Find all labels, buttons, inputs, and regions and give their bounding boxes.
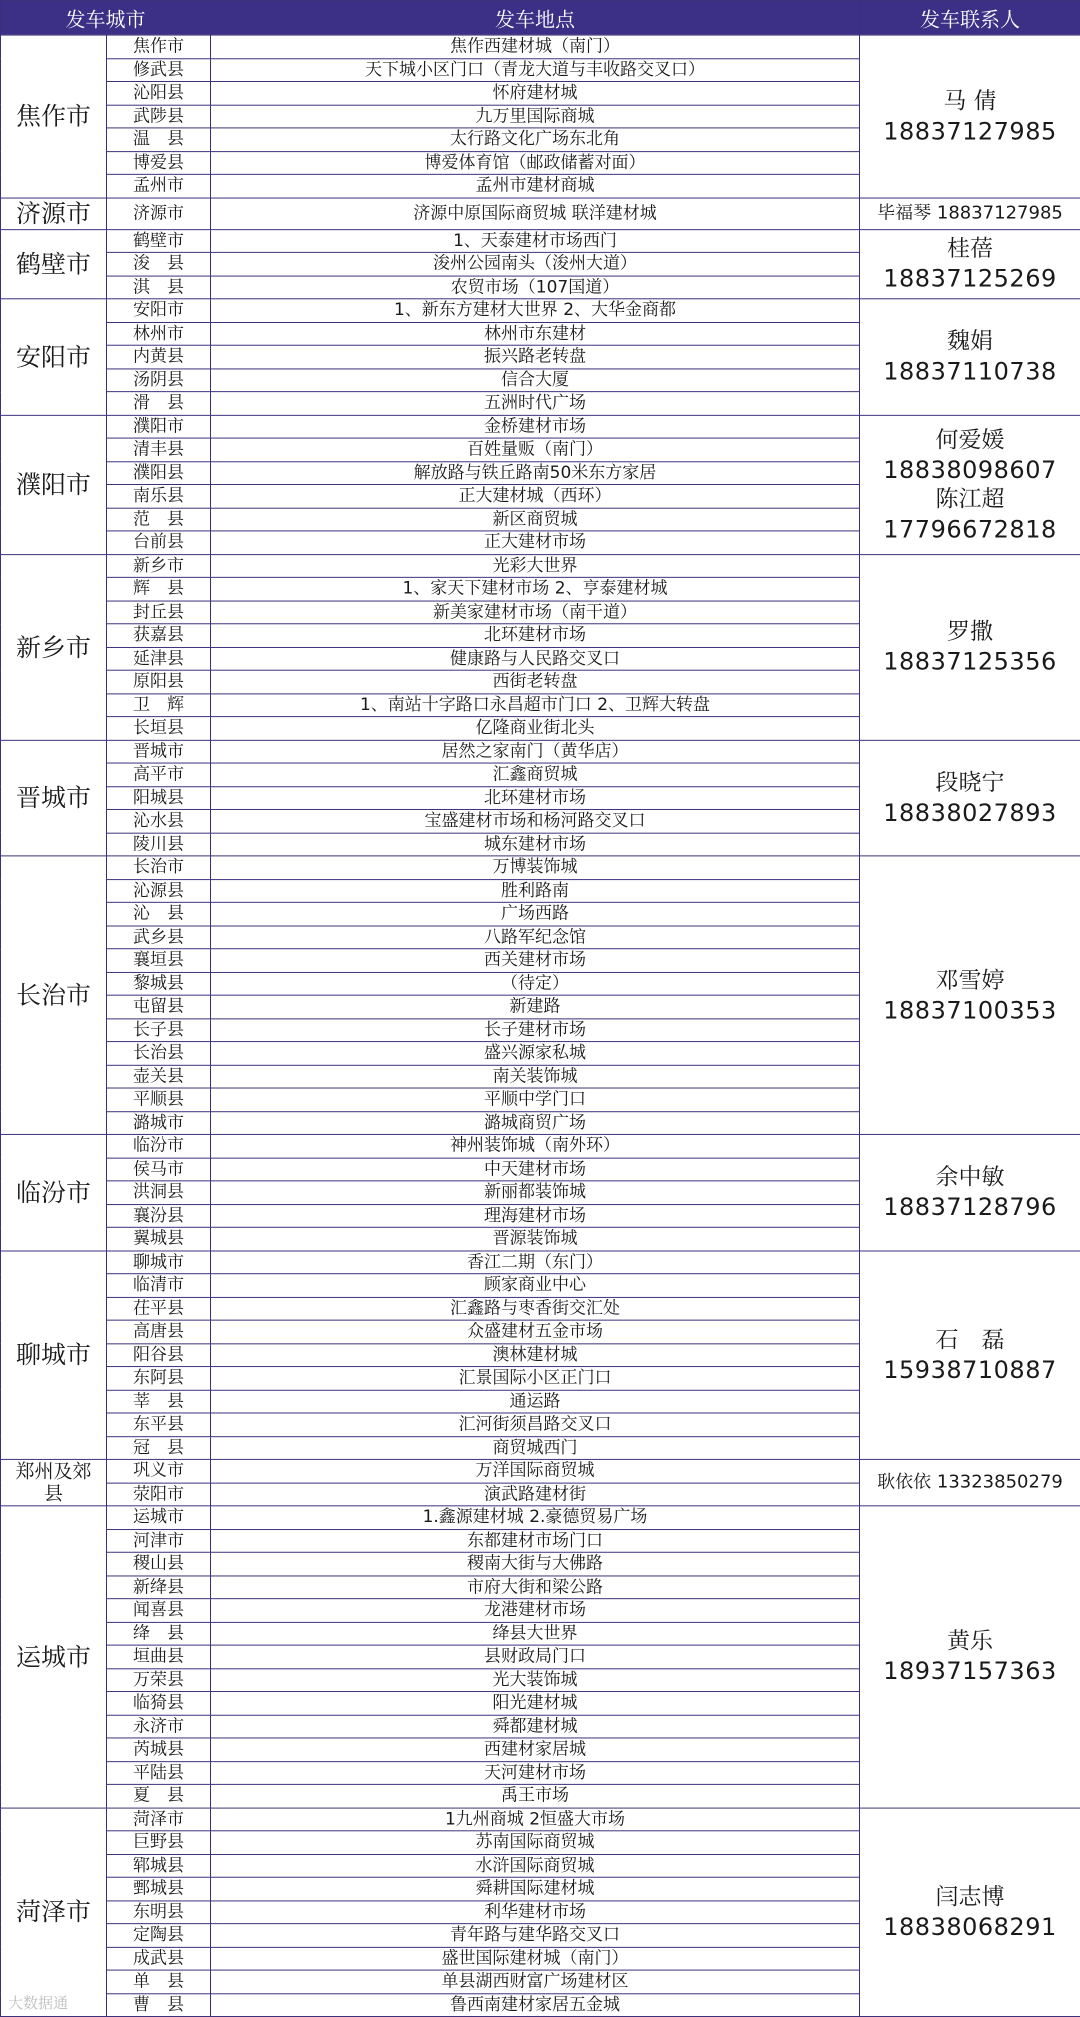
table-row (1, 1251, 1080, 1274)
departure-town: 曹 县 (107, 1993, 211, 2016)
departure-location: 演武路建材街 (211, 1483, 860, 1506)
contact-phone: 18838068291 (883, 1913, 1057, 1941)
departure-town: 莘 县 (107, 1390, 211, 1413)
departure-town: 阳城县 (107, 786, 211, 809)
departure-town: 巨野县 (107, 1831, 211, 1854)
departure-location: 潞城商贸广场 (211, 1111, 860, 1134)
departure-town: 菏泽市 (107, 1808, 211, 1831)
departure-town: 黎城县 (107, 972, 211, 995)
departure-town: 博爱县 (107, 151, 211, 174)
departure-town: 濮阳市 (107, 415, 211, 438)
departure-town: 滑 县 (107, 392, 211, 415)
departure-town: 茌平县 (107, 1297, 211, 1320)
departure-location: 利华建材市场 (211, 1900, 860, 1923)
table-row (1, 35, 1080, 58)
departure-town: 稷山县 (107, 1552, 211, 1575)
departure-town: 万荣县 (107, 1668, 211, 1691)
departure-location: 1、天泰建材市场西门 (211, 229, 860, 252)
contact-phone: 18838098607 (883, 455, 1057, 484)
contact-name: 毕福琴 (877, 202, 932, 224)
departure-location: 天下城小区门口（青龙大道与丰收路交叉口） (211, 58, 860, 81)
departure-location: 香江二期（东门） (211, 1251, 860, 1274)
departure-location: 理海建材市场 (211, 1204, 860, 1227)
departure-location: 青年路与建华路交叉口 (211, 1924, 860, 1947)
departure-contact (860, 740, 1080, 856)
departure-town: 东明县 (107, 1900, 211, 1923)
departure-location: 宝盛建材市场和杨河路交叉口 (211, 809, 860, 832)
table-row (1, 198, 1080, 230)
departure-location: 万洋国际商贸城 (211, 1459, 860, 1482)
departure-location: 新建路 (211, 995, 860, 1018)
departure-town: 获嘉县 (107, 624, 211, 647)
departure-location: 济源中原国际商贸城 联洋建材城 (211, 198, 860, 230)
departure-location: 舜都建材城 (211, 1715, 860, 1738)
departure-location: 平顺中学门口 (211, 1088, 860, 1111)
departure-town: 鄄城县 (107, 1877, 211, 1900)
departure-location: 光大装饰城 (211, 1668, 860, 1691)
watermark-logo: 大数据通 (8, 1994, 69, 2012)
departure-city: 聊城市 (1, 1251, 107, 1460)
departure-town: 阳谷县 (107, 1343, 211, 1366)
departure-location: 太行路文化广场东北角 (211, 128, 860, 151)
departure-town: 温 县 (107, 128, 211, 151)
departure-location: 水浒国际商贸城 (211, 1854, 860, 1877)
departure-location: 舜耕国际建材城 (211, 1877, 860, 1900)
departure-location: 八路军纪念馆 (211, 926, 860, 949)
departure-location: 西关建材市场 (211, 949, 860, 972)
departure-town: 郓城县 (107, 1854, 211, 1877)
departure-town: 清丰县 (107, 438, 211, 461)
departure-contact (860, 415, 1080, 554)
departure-location: 振兴路老转盘 (211, 345, 860, 368)
departure-location: 商贸城西门 (211, 1436, 860, 1459)
contact-phone: 18837100353 (883, 996, 1057, 1024)
departure-location: 稷南大街与大佛路 (211, 1552, 860, 1575)
departure-location: 1、家天下建材市场 2、亨泰建材城 (211, 577, 860, 600)
departure-location: 盛兴源家私城 (211, 1042, 860, 1065)
contact-name: 石 磊 (935, 1327, 1005, 1353)
departure-city: 晋城市 (1, 740, 107, 856)
departure-town: 闻喜县 (107, 1599, 211, 1622)
departure-location: 1.鑫源建材城 2.豪德贸易广场 (211, 1506, 860, 1529)
departure-contact (860, 1459, 1080, 1505)
contact-phone: 18837127985 (936, 202, 1063, 224)
departure-town: 孟州市 (107, 174, 211, 197)
departure-contact (860, 856, 1080, 1135)
table-row (1, 554, 1080, 577)
departure-town: 潞城市 (107, 1111, 211, 1134)
contact-phone: 13323850279 (936, 1471, 1063, 1493)
departure-city: 安阳市 (1, 299, 107, 415)
departure-city: 新乡市 (1, 554, 107, 740)
header-location: 发车地点 (211, 0, 860, 35)
departure-contact (860, 229, 1080, 299)
departure-town: 沁源县 (107, 879, 211, 902)
departure-town: 武乡县 (107, 926, 211, 949)
departure-location: 绛县大世界 (211, 1622, 860, 1645)
departure-town: 范 县 (107, 508, 211, 531)
departure-city: 鹤壁市 (1, 229, 107, 299)
departure-location: 澳林建材城 (211, 1343, 860, 1366)
departure-town: 平陆县 (107, 1761, 211, 1784)
table-row (1, 1506, 1080, 1529)
departure-town: 襄汾县 (107, 1204, 211, 1227)
departure-location: 单县湖西财富广场建材区 (211, 1970, 860, 1993)
departure-town: 东平县 (107, 1413, 211, 1436)
contact-name: 余中敏 (935, 1164, 1005, 1191)
departure-location: 1、南站十字路口永昌超市门口 2、卫辉大转盘 (211, 693, 860, 716)
departure-location: 万博装饰城 (211, 856, 860, 879)
departure-location: 浚州公园南头（浚州大道） (211, 252, 860, 275)
departure-location: 焦作西建材城（南门） (211, 35, 860, 58)
departure-location: 九万里国际商城 (211, 105, 860, 128)
departure-town: 辉 县 (107, 577, 211, 600)
departure-town: 修武县 (107, 58, 211, 81)
departure-city: 长治市 (1, 856, 107, 1135)
departure-location: 农贸市场（107国道） (211, 276, 860, 299)
departure-town: 长治县 (107, 1042, 211, 1065)
departure-town: 淇 县 (107, 276, 211, 299)
departure-town: 封丘县 (107, 601, 211, 624)
contact-name: 邓雪婷 (935, 967, 1005, 994)
header-contact: 发车联系人 (860, 0, 1080, 35)
departure-location: 五洲时代广场 (211, 392, 860, 415)
departure-town: 沁水县 (107, 809, 211, 832)
contact-name: 马 倩 (943, 88, 997, 115)
departure-town: 濮阳县 (107, 461, 211, 484)
departure-location: 北环建材市场 (211, 786, 860, 809)
departure-location: 正大建材城（西环） (211, 484, 860, 507)
departure-town: 巩义市 (107, 1459, 211, 1482)
departure-location: 解放路与铁丘路南50米东方家居 (211, 461, 860, 484)
departure-location: （待定） (211, 972, 860, 995)
table-body (1, 35, 1080, 2016)
departure-contact (860, 1251, 1080, 1460)
contact-name: 黄乐 (947, 1629, 993, 1655)
departure-location: 广场西路 (211, 902, 860, 925)
departure-town: 内黄县 (107, 345, 211, 368)
departure-location: 金桥建材市场 (211, 415, 860, 438)
departure-town: 定陶县 (107, 1924, 211, 1947)
contact-phone: 18837125356 (883, 647, 1057, 676)
departure-location: 龙港建材市场 (211, 1599, 860, 1622)
departure-town: 武陟县 (107, 105, 211, 128)
departure-town: 浚 县 (107, 252, 211, 275)
departure-location: 神州装饰城（南外环） (211, 1134, 860, 1157)
departure-location: 顾家商业中心 (211, 1274, 860, 1297)
departure-town: 长子县 (107, 1018, 211, 1041)
departure-town: 新绛县 (107, 1575, 211, 1598)
departure-city: 焦作市 (1, 35, 107, 197)
table-row (1, 299, 1080, 322)
departure-town: 长治市 (107, 856, 211, 879)
departure-town: 洪洞县 (107, 1181, 211, 1204)
contact-phone: 15938710887 (883, 1355, 1057, 1384)
contact-name: 罗撒 (947, 619, 993, 646)
departure-location: 健康路与人民路交叉口 (211, 647, 860, 670)
contact-phone: 18837127985 (883, 117, 1057, 145)
departure-location: 胜利路南 (211, 879, 860, 902)
departure-city: 郑州及郊县 (1, 1459, 107, 1505)
departure-location: 亿隆商业街北头 (211, 717, 860, 740)
departure-town: 垣曲县 (107, 1645, 211, 1668)
departure-location: 长子建材市场 (211, 1018, 860, 1041)
contact-name: 耿依依 (877, 1471, 932, 1493)
departure-location: 南关装饰城 (211, 1065, 860, 1088)
departure-city: 济源市 (1, 198, 107, 230)
departure-location: 新美家建材市场（南干道） (211, 601, 860, 624)
departure-location: 苏南国际商贸城 (211, 1831, 860, 1854)
departure-town: 侯马市 (107, 1158, 211, 1181)
departure-town: 单 县 (107, 1970, 211, 1993)
departure-location: 众盛建材五金市场 (211, 1320, 860, 1343)
departure-contact (860, 1506, 1080, 1808)
departure-town: 平顺县 (107, 1088, 211, 1111)
departure-town: 长垣县 (107, 717, 211, 740)
departure-town: 高平市 (107, 763, 211, 786)
departure-location: 城东建材市场 (211, 833, 860, 856)
departure-town: 聊城市 (107, 1251, 211, 1274)
departure-town: 原阳县 (107, 670, 211, 693)
departure-location: 阳光建材城 (211, 1692, 860, 1715)
departure-town: 台前县 (107, 531, 211, 554)
departure-location: 正大建材市场 (211, 531, 860, 554)
departure-town: 济源市 (107, 198, 211, 230)
contact-name: 何爱媛 (935, 427, 1005, 453)
departure-location: 西街老转盘 (211, 670, 860, 693)
departure-town: 临猗县 (107, 1692, 211, 1715)
departure-town: 夏 县 (107, 1784, 211, 1807)
contact-phone: 17796672818 (883, 515, 1057, 543)
departure-town: 焦作市 (107, 35, 211, 58)
departure-city: 运城市 (1, 1506, 107, 1808)
departure-town: 沁阳县 (107, 81, 211, 104)
departure-location: 中天建材市场 (211, 1158, 860, 1181)
contact-name: 段晓宁 (935, 770, 1005, 796)
departure-town: 冠 县 (107, 1436, 211, 1459)
departure-location: 光彩大世界 (211, 554, 860, 577)
departure-contact (860, 1134, 1080, 1250)
departure-contact (860, 299, 1080, 415)
departure-town: 河津市 (107, 1529, 211, 1552)
departure-town: 永济市 (107, 1715, 211, 1738)
departure-location: 天河建材市场 (211, 1761, 860, 1784)
departure-location: 鲁西南建材家居五金城 (211, 1993, 860, 2016)
departure-location: 盛世国际建材城（南门） (211, 1947, 860, 1970)
contact-phone: 18838027893 (883, 798, 1057, 827)
departure-city: 临汾市 (1, 1134, 107, 1250)
departure-location: 东都建材市场门口 (211, 1529, 860, 1552)
departure-contact (860, 198, 1080, 230)
table-row (1, 415, 1080, 438)
departure-location: 北环建材市场 (211, 624, 860, 647)
departure-town: 高唐县 (107, 1320, 211, 1343)
departure-location: 汇鑫商贸城 (211, 763, 860, 786)
departure-contact (860, 1808, 1080, 2017)
departure-location: 林州市东建材 (211, 322, 860, 345)
departure-location: 禹王市场 (211, 1784, 860, 1807)
departure-town: 南乐县 (107, 484, 211, 507)
departure-location: 孟州市建材商城 (211, 174, 860, 197)
departure-town: 东阿县 (107, 1367, 211, 1390)
contact-phone: 18837125269 (883, 264, 1057, 293)
departure-town: 成武县 (107, 1947, 211, 1970)
departure-location: 新丽都装饰城 (211, 1181, 860, 1204)
table-row (1, 229, 1080, 252)
contact-phone: 18837128796 (883, 1193, 1057, 1222)
table-row (1, 1808, 1080, 1831)
header-city: 发车城市 (1, 0, 211, 35)
departure-location: 百姓量贩（南门） (211, 438, 860, 461)
departure-location: 居然之家南门（黄华店） (211, 740, 860, 763)
departure-location: 博爱体育馆（邮政储蓄对面） (211, 151, 860, 174)
contact-name: 闫志博 (935, 1884, 1005, 1911)
departure-location: 市府大街和梁公路 (211, 1575, 860, 1598)
contact-name: 陈江超 (935, 486, 1005, 513)
departure-location: 怀府建材城 (211, 81, 860, 104)
departure-town: 汤阴县 (107, 368, 211, 391)
contact-phone: 18937157363 (883, 1657, 1057, 1686)
departure-city: 濮阳市 (1, 415, 107, 554)
departure-town: 沁 县 (107, 902, 211, 925)
table-row (1, 1459, 1080, 1482)
departure-town: 晋城市 (107, 740, 211, 763)
departure-town: 延津县 (107, 647, 211, 670)
departure-location: 西建材家居城 (211, 1738, 860, 1761)
departure-town: 新乡市 (107, 554, 211, 577)
table-header-row (1, 0, 1080, 35)
departure-location: 新区商贸城 (211, 508, 860, 531)
table-row (1, 1134, 1080, 1157)
table-row (1, 740, 1080, 763)
departure-town: 绛 县 (107, 1622, 211, 1645)
departure-location: 汇景国际小区正门口 (211, 1367, 860, 1390)
departure-location: 信合大厦 (211, 368, 860, 391)
departure-town: 芮城县 (107, 1738, 211, 1761)
departure-location: 1、新东方建材大世界 2、大华金商都 (211, 299, 860, 322)
departure-town: 临汾市 (107, 1134, 211, 1157)
departure-town: 临清市 (107, 1274, 211, 1297)
departure-town: 襄垣县 (107, 949, 211, 972)
departure-town: 林州市 (107, 322, 211, 345)
contact-name: 魏娟 (947, 329, 993, 355)
departure-location: 通运路 (211, 1390, 860, 1413)
departure-contact (860, 554, 1080, 740)
departure-town: 鹤壁市 (107, 229, 211, 252)
departure-town: 屯留县 (107, 995, 211, 1018)
departure-location: 汇河街须昌路交叉口 (211, 1413, 860, 1436)
departure-contact (860, 35, 1080, 197)
departure-town: 荥阳市 (107, 1483, 211, 1506)
departure-location: 县财政局门口 (211, 1645, 860, 1668)
departure-location: 1九州商城 2恒盛大市场 (211, 1808, 860, 1831)
departure-town: 安阳市 (107, 299, 211, 322)
departure-town: 翼城县 (107, 1227, 211, 1250)
departure-town: 陵川县 (107, 833, 211, 856)
contact-name: 桂蓓 (947, 236, 993, 263)
departure-location: 汇鑫路与枣香街交汇处 (211, 1297, 860, 1320)
departure-town: 卫 辉 (107, 693, 211, 716)
table-row (1, 856, 1080, 879)
departure-town: 运城市 (107, 1506, 211, 1529)
departure-city: 菏泽市 (1, 1808, 107, 2017)
contact-phone: 18837110738 (883, 357, 1057, 386)
departure-town: 壶关县 (107, 1065, 211, 1088)
departure-location: 晋源装饰城 (211, 1227, 860, 1250)
